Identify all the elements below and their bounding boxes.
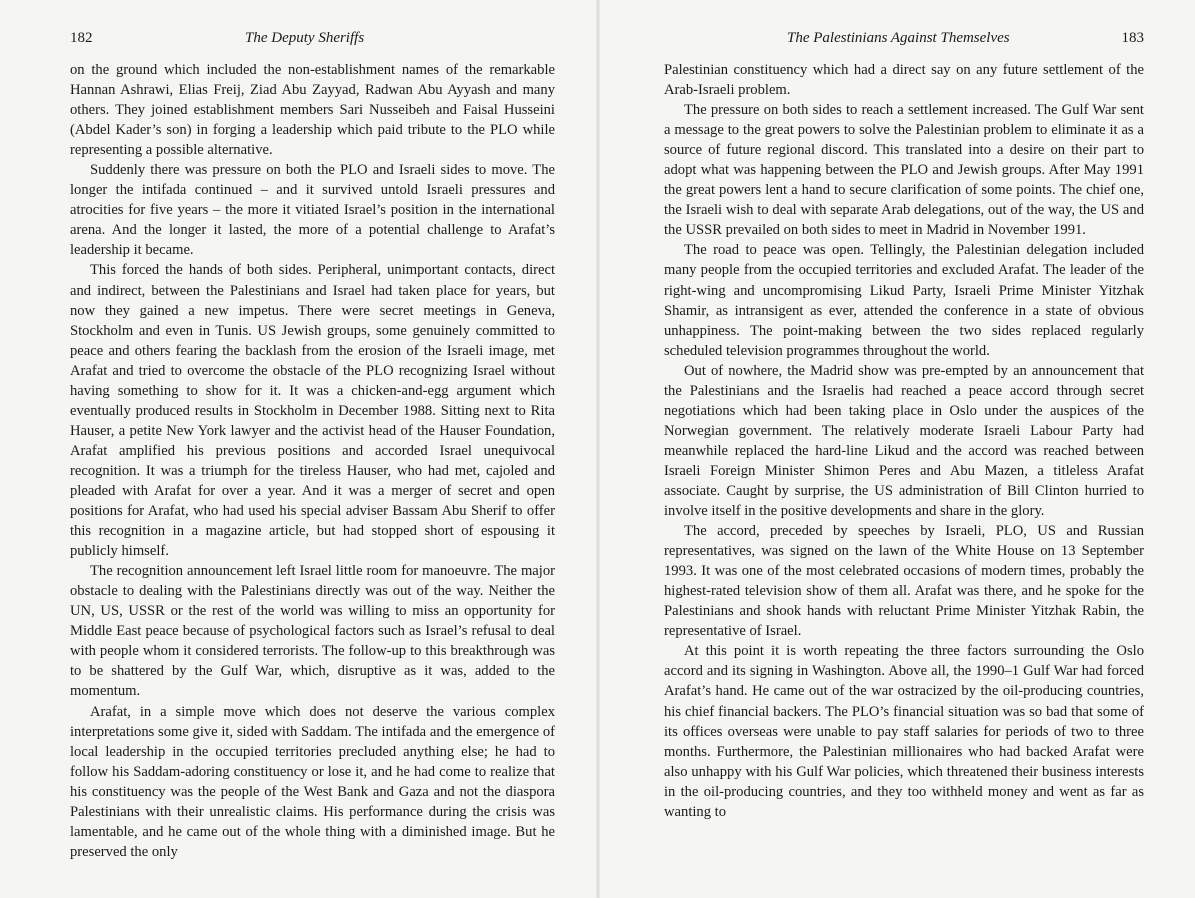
book-gutter bbox=[596, 0, 600, 898]
right-running-title: The Palestinians Against Themselves bbox=[787, 30, 1010, 46]
paragraph: Palestinian constituency which had a direct say on any future settlement of the Arab-Israeli problem. bbox=[664, 62, 1144, 99]
right-page-body bbox=[664, 60, 1144, 822]
left-page-number: 182 bbox=[70, 30, 93, 46]
paragraph: The recognition announcement left Israel little room for manoeuvre. The major obstacle to dealing with the Palestinians directly was out of the way. Neither the UN, US, USSR or the rest of the world was willing to miss an opportunity for Middle East peace because of psychological factors such as Israel’s refusal to deal with people whom it considered terrorists. The follow-up to this breakthrough was to be shattered by the Gulf War, which, disruptive as it was, added to the momentum. bbox=[70, 563, 555, 700]
paragraph: Suddenly there was pressure on both the PLO and Israeli sides to move. The longer the intifada continued – and it survived untold Israeli pressures and atrocities for five years – the more it vitiated Israel’s position in the international arena. And the longer it lasted, the more of a potential challenge to Arafat’s leadership it became. bbox=[70, 162, 555, 259]
left-page-body bbox=[70, 60, 555, 862]
paragraph: This forced the hands of both sides. Peripheral, unimportant contacts, direct and indirect, between the Palestinians and Israel had taken place for years, but now they gained a new impetus. There were secret meetings in Geneva, Stockholm and even in Tunis. US Jewish groups, some genuinely committed to peace and others fearing the backlash from the erosion of the Israeli image, met Arafat and tried to overcome the obstacle of the PLO recognizing Israel without having something to show for it. It was a chicken-and-egg argument which eventually produced results in Stockholm in December 1988. Sitting next to Rita Hauser, a petite New York lawyer and the activist head of the Hauser Foundation, Arafat amplified his previous positions and accorded Israel unequivocal recognition. It was a triumph for the tireless Hauser, who had met, cajoled and pleaded with Arafat for over a year. And it was a merger of secret and open positions for Arafat, who had used his special adviser Bassam Abu Sherif to offer this recognition in a magazine article, but had stopped short of espousing it publicly himself. bbox=[70, 262, 555, 560]
paragraph: on the ground which included the non-establishment names of the remarkable Hannan Ashrawi, Elias Freij, Ziad Abu Zayyad, Radwan Abu Ayyash and many others. They joined establishment members Sari Nusseibeh and Faisal Husseini (Abdel Kader’s son) in forging a leadership which paid tribute to the PLO while representing a possible alternative. bbox=[70, 62, 555, 159]
right-page bbox=[664, 30, 1144, 822]
right-page-header bbox=[664, 30, 1144, 60]
paragraph: At this point it is worth repeating the three factors surrounding the Oslo accord and its signing in Washington. Above all, the 1990–1 Gulf War had forced Arafat’s hand. He came out of the war ostracized by the oil-producing countries, his chief financial backers. The PLO’s financial situation was so bad that some of its offices overseas were unable to pay staff salaries for periods of two to three months. Furthermore, the Palestinian millionaires who had backed Arafat were also unhappy with his Gulf War policies, which threatened their business interests in the oil-producing countries, and they too withheld money and went as far as wanting to bbox=[664, 643, 1144, 820]
left-running-title: The Deputy Sheriffs bbox=[245, 30, 365, 46]
paragraph: The pressure on both sides to reach a settlement increased. The Gulf War sent a message to the great powers to solve the Palestinian problem to eliminate it as a source of future regional discord. This translated into a desire on their part to adopt what was happening between the PLO and Jewish groups. After May 1991 the great powers lent a hand to secure clarification of some points. The chief one, the Israeli wish to deal with separate Arab delegations, out of the way, the US and the USSR prevailed on both sides to meet in Madrid in November 1991. bbox=[664, 102, 1144, 239]
paragraph: The accord, preceded by speeches by Israeli, PLO, US and Russian representatives, was signed on the lawn of the White House on 13 September 1993. It was one of the most celebrated occasions of modern times, probably the highest-rated television show of them all. Arafat was there, and he spoke for the Palestinians and shook hands with reluctant Prime Minister Yitzhak Rabin, the representative of Israel. bbox=[664, 523, 1144, 640]
right-page-number: 183 bbox=[1121, 30, 1144, 46]
paragraph: Out of nowhere, the Madrid show was pre-empted by an announcement that the Palestinians and the Israelis had reached a peace accord through secret negotiations which had been taking place in Oslo under the auspices of the Norwegian government. The relatively moderate Israeli Labour Party had meanwhile replaced the hard-line Likud and the accord was reached between Israeli Foreign Minister Shimon Peres and Abu Mazen, a titleless Arafat associate. Caught by surprise, the US administration of Bill Clinton hurried to involve itself in the positive developments and share in the glory. bbox=[664, 362, 1144, 520]
left-page bbox=[70, 30, 555, 862]
paragraph: The road to peace was open. Tellingly, the Palestinian delegation included many people from the occupied territories and excluded Arafat. The leader of the right-wing and uncompromising Likud Party, Israeli Prime Minister Yitzhak Shamir, as intransigent as ever, attended the conference in a state of obvious unhappiness. The point-making between the two sides replaced regularly scheduled television programmes throughout the world. bbox=[664, 242, 1144, 359]
paragraph: Arafat, in a simple move which does not deserve the various complex interpretations some give it, sided with Saddam. The intifada and the emergence of local leadership in the occupied territories precluded anything else; he had to follow his Saddam-adoring constituency or lose it, and he had come to realize that his constituency was the people of the West Bank and Gaza and not the diaspora Palestinians with their unrealistic claims. His performance during the crisis was lamentable, and he came out of the whole thing with a diminished image. But he preserved the only bbox=[70, 703, 555, 860]
left-page-header bbox=[70, 30, 555, 60]
